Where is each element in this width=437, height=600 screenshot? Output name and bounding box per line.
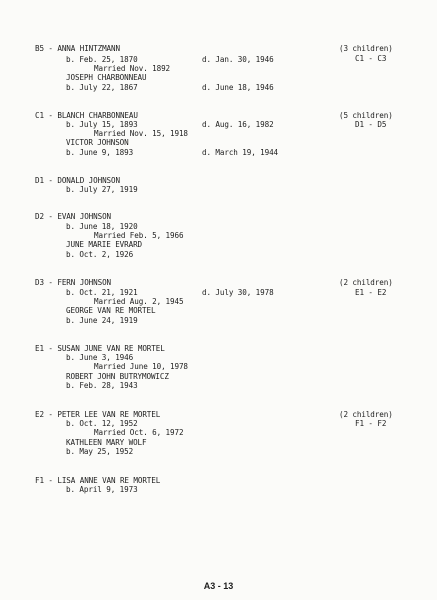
entry-line: D2 - EVAN JOHNSON <box>35 212 112 221</box>
entry-line: d. July 30, 1978 <box>202 288 274 297</box>
entry-line: JOSEPH CHARBONNEAU <box>66 73 147 82</box>
entry-line: VICTOR JOHNSON <box>66 138 129 147</box>
entry-line: d. March 19, 1944 <box>202 148 279 157</box>
entry-line: E2 - PETER LEE VAN RE MORTEL <box>35 410 161 419</box>
entry-line: C1 - BLANCH CHARBONNEAU <box>35 111 138 120</box>
entry-line: b. July 15, 1893 <box>66 120 138 129</box>
entry-line: b. June 24, 1919 <box>66 316 138 325</box>
entry-line: E1 - SUSAN JUNE VAN RE MORTEL <box>35 344 165 353</box>
entry-line: b. April 9, 1973 <box>66 485 138 494</box>
entry-line: b. Feb. 25, 1870 <box>66 55 138 64</box>
entry-line: b. July 27, 1919 <box>66 185 138 194</box>
entry-line: d. June 18, 1946 <box>202 83 274 92</box>
entry-line: (2 children) <box>339 410 393 419</box>
entry-line: JUNE MARIE EVRARD <box>66 240 143 249</box>
entry-line: (3 children) <box>339 44 393 53</box>
entry-line: b. June 18, 1920 <box>66 222 138 231</box>
entry-line: b. July 22, 1867 <box>66 83 138 92</box>
entry-line: KATHLEEN MARY WOLF <box>66 438 147 447</box>
entry-line: Married Nov. 15, 1918 <box>94 129 188 138</box>
entry-line: b. Oct. 12, 1952 <box>66 419 138 428</box>
entry-line: (2 children) <box>339 278 393 287</box>
entry-line: b. May 25, 1952 <box>66 447 134 456</box>
entry-line: b. June 9, 1893 <box>66 148 134 157</box>
entry-line: Married Aug. 2, 1945 <box>94 297 184 306</box>
entry-line: b. Oct. 2, 1926 <box>66 250 134 259</box>
entry-line: b. June 3, 1946 <box>66 353 134 362</box>
entry-line: F1 - F2 <box>355 419 387 428</box>
entry-line: D1 - DONALD JOHNSON <box>35 176 120 185</box>
entry-line: b. Feb. 28, 1943 <box>66 381 138 390</box>
entry-line: E1 - E2 <box>355 288 387 297</box>
entry-line: F1 - LISA ANNE VAN RE MORTEL <box>35 476 161 485</box>
entry-line: C1 - C3 <box>355 54 387 63</box>
entry-line: GEORGE VAN RE MORTEL <box>66 306 156 315</box>
entry-line: D3 - FERN JOHNSON <box>35 278 112 287</box>
entry-line: Married Nov. 1892 <box>94 64 171 73</box>
entry-line: d. Jan. 30, 1946 <box>202 55 274 64</box>
entry-line: B5 - ANNA HINTZMANN <box>35 44 120 53</box>
entry-line: ROBERT JOHN BUTRYMOWICZ <box>66 372 169 381</box>
entry-line: b. Oct. 21, 1921 <box>66 288 138 297</box>
entry-line: d. Aug. 16, 1982 <box>202 120 274 129</box>
entry-line: Married Oct. 6, 1972 <box>94 428 184 437</box>
page-number: A3 - 13 <box>203 581 234 591</box>
entry-line: Married Feb. 5, 1966 <box>94 231 184 240</box>
entry-line: (5 children) <box>339 111 393 120</box>
entry-line: D1 - D5 <box>355 120 387 129</box>
entry-line: Married June 10, 1978 <box>94 362 188 371</box>
